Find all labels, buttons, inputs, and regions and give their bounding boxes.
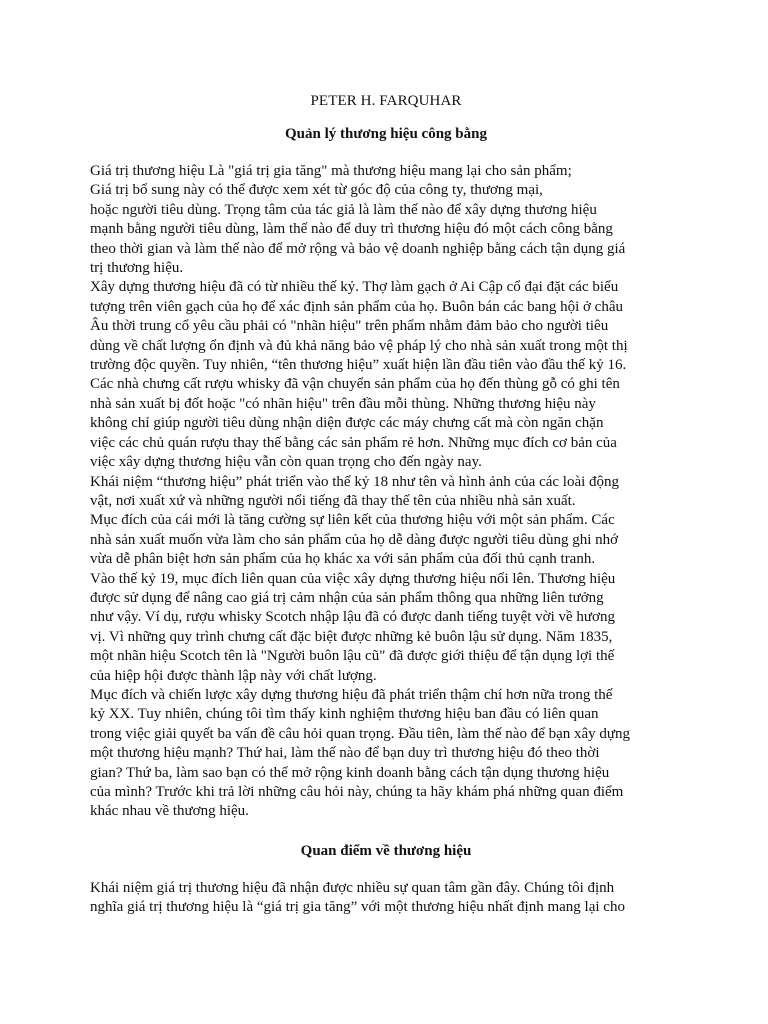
text-line: Khái niệm “thương hiệu” phát triển vào thế kỷ 18 như tên và hình ảnh của các loài động [90, 473, 620, 490]
text-line: Khái niệm giá trị thương hiệu đã nhận được nhiều sự quan tâm gần đây. Chúng tôi định [90, 879, 615, 896]
paragraph [90, 686, 682, 822]
text-line: vật, nơi xuất xứ và những người nổi tiếng đã thay thế tên của nhiều nhà sản xuất. [90, 492, 576, 509]
text-line: hoặc người tiêu dùng. Trọng tâm của tác giả là làm thế nào để xây dựng thương hiệu [90, 201, 597, 218]
text-line: của hiệp hội được thành lập này với chất lượng. [90, 667, 377, 684]
body-text [90, 162, 682, 822]
text-line: trị thương hiệu. [90, 260, 184, 277]
text-line: vị. Vì những quy trình chưng cất đặc biệt được những kẻ buôn lậu sử dụng. Năm 1835, [90, 628, 613, 645]
text-line: khác nhau về thương hiệu. [90, 803, 249, 820]
text-line: trong việc giải quyết ba vấn đề câu hỏi quan trọng. Đầu tiên, làm thế nào để bạn xây dựng [90, 725, 631, 742]
text-line: kỷ XX. Tuy nhiên, chúng tôi tìm thấy kinh nghiệm thương hiệu ban đầu có liên quan [90, 706, 599, 723]
text-line: mạnh bằng người tiêu dùng, làm thế nào để duy trì thương hiệu đó một cách công bằng [90, 221, 613, 238]
text-line: nghĩa giá trị thương hiệu là “giá trị gia tăng” với một thương hiệu nhất định mang lại cho [90, 899, 625, 916]
paragraph [90, 570, 682, 686]
text-line: dùng về chất lượng ổn định và đủ khả năng bảo vệ pháp lý cho nhà sản xuất trong một thị [90, 337, 628, 354]
text-line: Giá trị thương hiệu Là "giá trị gia tăng" mà thương hiệu mang lại cho sản phẩm; [90, 163, 572, 179]
text-line: tượng trên viên gạch của họ để xác định sản phẩm của họ. Buôn bán các bang hội ở châu [90, 298, 623, 315]
text-line: Mục đích của cái mới là tăng cường sự liên kết của thương hiệu với một sản phẩm. Các [90, 512, 615, 529]
document-page [90, 92, 682, 1012]
section-heading: Quan điểm về thương hiệu [300, 842, 472, 859]
text-line: một thương hiệu mạnh? Thứ hai, làm thế nào để bạn duy trì thương hiệu đó theo thời [90, 745, 600, 762]
text-line: Giá trị bổ sung này có thể được xem xét từ góc độ của công ty, thương mại, [90, 182, 543, 199]
document-title: Quản lý thương hiệu công bằng [285, 126, 487, 142]
text-line: Xây dựng thương hiệu đã có từ nhiều thế kỷ. Thợ làm gạch ở Ai Cập cổ đại đặt các biểu [90, 279, 619, 296]
text-line: Vào thế kỷ 19, mục đích liên quan của việc xây dựng thương hiệu nổi lên. Thương hiệu [90, 570, 616, 587]
author-name: PETER H. FARQUHAR [310, 93, 462, 109]
text-line: việc xây dựng thương hiệu vẫn còn quan trọng cho đến ngày nay. [90, 454, 482, 471]
text-line: Mục đích và chiến lược xây dựng thương hiệu đã phát triển thậm chí hơn nữa trong thế [90, 686, 613, 703]
text-line: việc các chủ quán rượu thay thế bằng các sản phẩm rẻ hơn. Những mục đích cơ bản của [90, 434, 617, 451]
paragraph [90, 473, 682, 512]
text-line: gian? Thứ ba, làm sao bạn có thể mở rộng kinh doanh bằng cách tận dụng thương hiệu [90, 764, 610, 781]
text-line: nhà sản xuất bị đốt hoặc "có nhãn hiệu" trên đầu mỗi thùng. Những thương hiệu này [90, 395, 596, 412]
text-line: Âu thời trung cổ yêu cầu phải có "nhãn hiệu" trên phẩm nhằm đảm bảo cho người tiêu [90, 318, 609, 335]
paragraph [90, 278, 682, 472]
text-line: một nhãn hiệu Scotch tên là "Người buôn lậu cũ" đã được giới thiệu để tận dụng lợi thế [90, 648, 615, 665]
text-line: theo thời gian và làm thế nào để mở rộng và bảo vệ doanh nghiệp bằng cách tận dụng giá [90, 240, 626, 257]
paragraph [90, 511, 682, 569]
text-line: của mình? Trước khi trả lời những câu hỏi này, chúng ta hãy khám phá những quan điểm [90, 784, 624, 800]
text-line: không chỉ giúp người tiêu dùng nhận diện được các máy chưng cất mà còn ngăn chặn [90, 415, 604, 432]
section-body-text [90, 879, 682, 918]
text-line: nhà sản xuất muốn vừa làm cho sản phẩm của họ dễ dàng được người tiêu dùng ghi nhớ [90, 531, 619, 548]
text-line: trường độc quyền. Tuy nhiên, “tên thương hiệu” xuất hiện lần đầu tiên vào đầu thế kỷ 16. [90, 357, 627, 374]
text-line: Các nhà chưng cất rượu whisky đã vận chuyển sản phẩm của họ đến thùng gỗ có ghi tên [90, 376, 620, 393]
text-line: vừa dễ phân biệt hơn sản phẩm của họ khác xa với sản phẩm của đối thủ cạnh tranh. [90, 551, 596, 568]
text-line: được sử dụng để nâng cao giá trị cảm nhận của sản phẩm thông qua những liên tưởng [90, 589, 604, 606]
paragraph [90, 162, 682, 278]
text-line: như vậy. Ví dụ, rượu whisky Scotch nhập lậu đã có được danh tiếng tuyệt vời về hương [90, 609, 615, 626]
paragraph [90, 879, 682, 918]
